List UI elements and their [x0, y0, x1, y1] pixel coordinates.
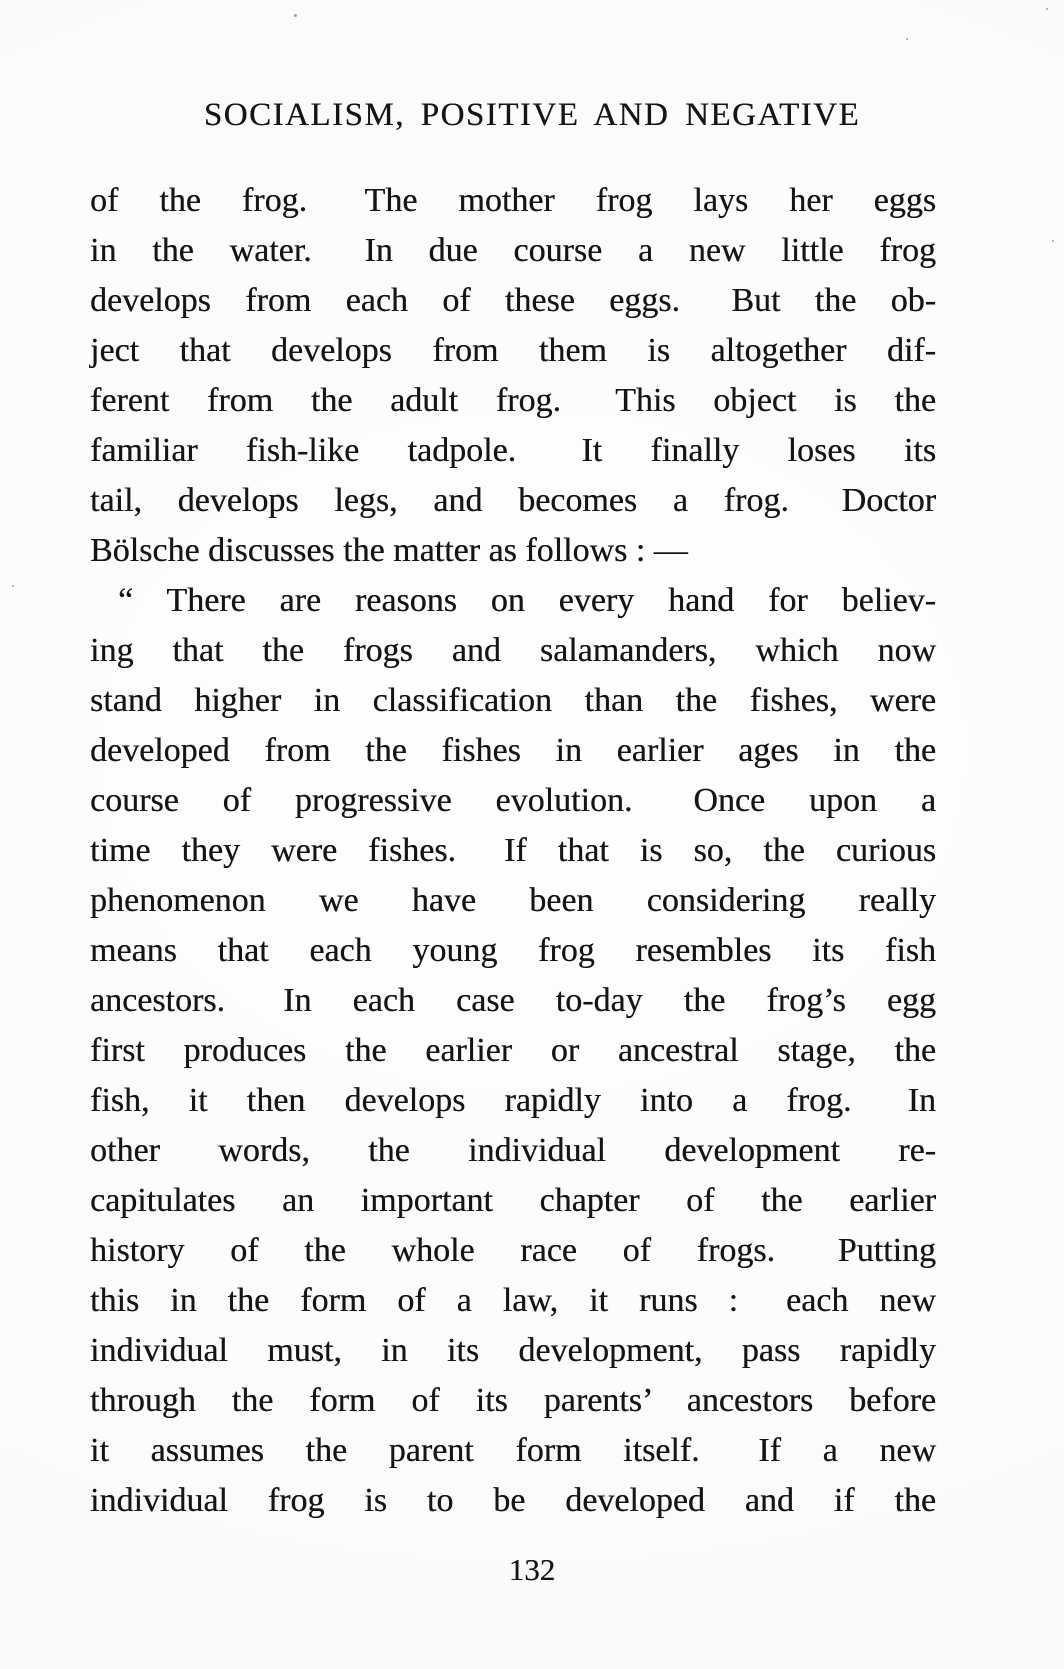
text-line: stand higher in classification than the fishes, were [90, 682, 936, 719]
text-line: capitulates an important chapter of the earlier [90, 1182, 936, 1219]
text-line: of the frog. The mother frog lays her eggs [90, 182, 936, 219]
text-line: ancestors. In each case to-day the frog’s egg [90, 982, 936, 1019]
text-line: “ There are reasons on every hand for believ- [118, 582, 936, 619]
text-line: other words, the individual development re- [90, 1132, 936, 1169]
text-line: first produces the earlier or ancestral stage, the [90, 1032, 936, 1069]
text-line: familiar fish-like tadpole. It finally loses its [90, 432, 936, 469]
text-line: Bölsche discusses the matter as follows : — [90, 532, 688, 569]
text-line: in the water. In due course a new little frog [90, 232, 936, 269]
running-header: SOCIALISM, POSITIVE AND NEGATIVE [203, 97, 861, 133]
scan-speck [12, 585, 14, 587]
body-text [90, 176, 936, 1526]
text-line: individual must, in its development, pass rapidly [90, 1332, 936, 1369]
text-line: history of the whole race of frogs. Putting [90, 1232, 936, 1269]
text-line: fish, it then develops rapidly into a frog. In [90, 1082, 936, 1119]
text-line: tail, develops legs, and becomes a frog. Doctor [90, 482, 936, 519]
page-number: 132 [508, 1552, 556, 1587]
text-line: course of progressive evolution. Once upon a [90, 782, 936, 819]
text-line: this in the form of a law, it runs : each new [90, 1282, 936, 1319]
scan-speck [1052, 240, 1054, 242]
scan-speck [1046, 8, 1048, 10]
text-line: individual frog is to be developed and if the [90, 1482, 936, 1519]
text-line: through the form of its parents’ ancestors before [90, 1382, 936, 1419]
text-line: it assumes the parent form itself. If a new [90, 1432, 936, 1469]
text-line: phenomenon we have been considering really [90, 882, 936, 919]
text-line: ing that the frogs and salamanders, which now [90, 632, 936, 669]
text-line: develops from each of these eggs. But the ob- [90, 282, 936, 319]
text-line: time they were fishes. If that is so, the curious [90, 832, 936, 869]
text-line: means that each young frog resembles its fish [90, 932, 936, 969]
scan-speck [906, 38, 908, 40]
text-line: ferent from the adult frog. This object is the [90, 382, 936, 419]
scan-speck [294, 14, 297, 17]
text-line: developed from the fishes in earlier ages in the [90, 732, 936, 769]
text-line: ject that develops from them is altogether dif- [90, 332, 936, 369]
